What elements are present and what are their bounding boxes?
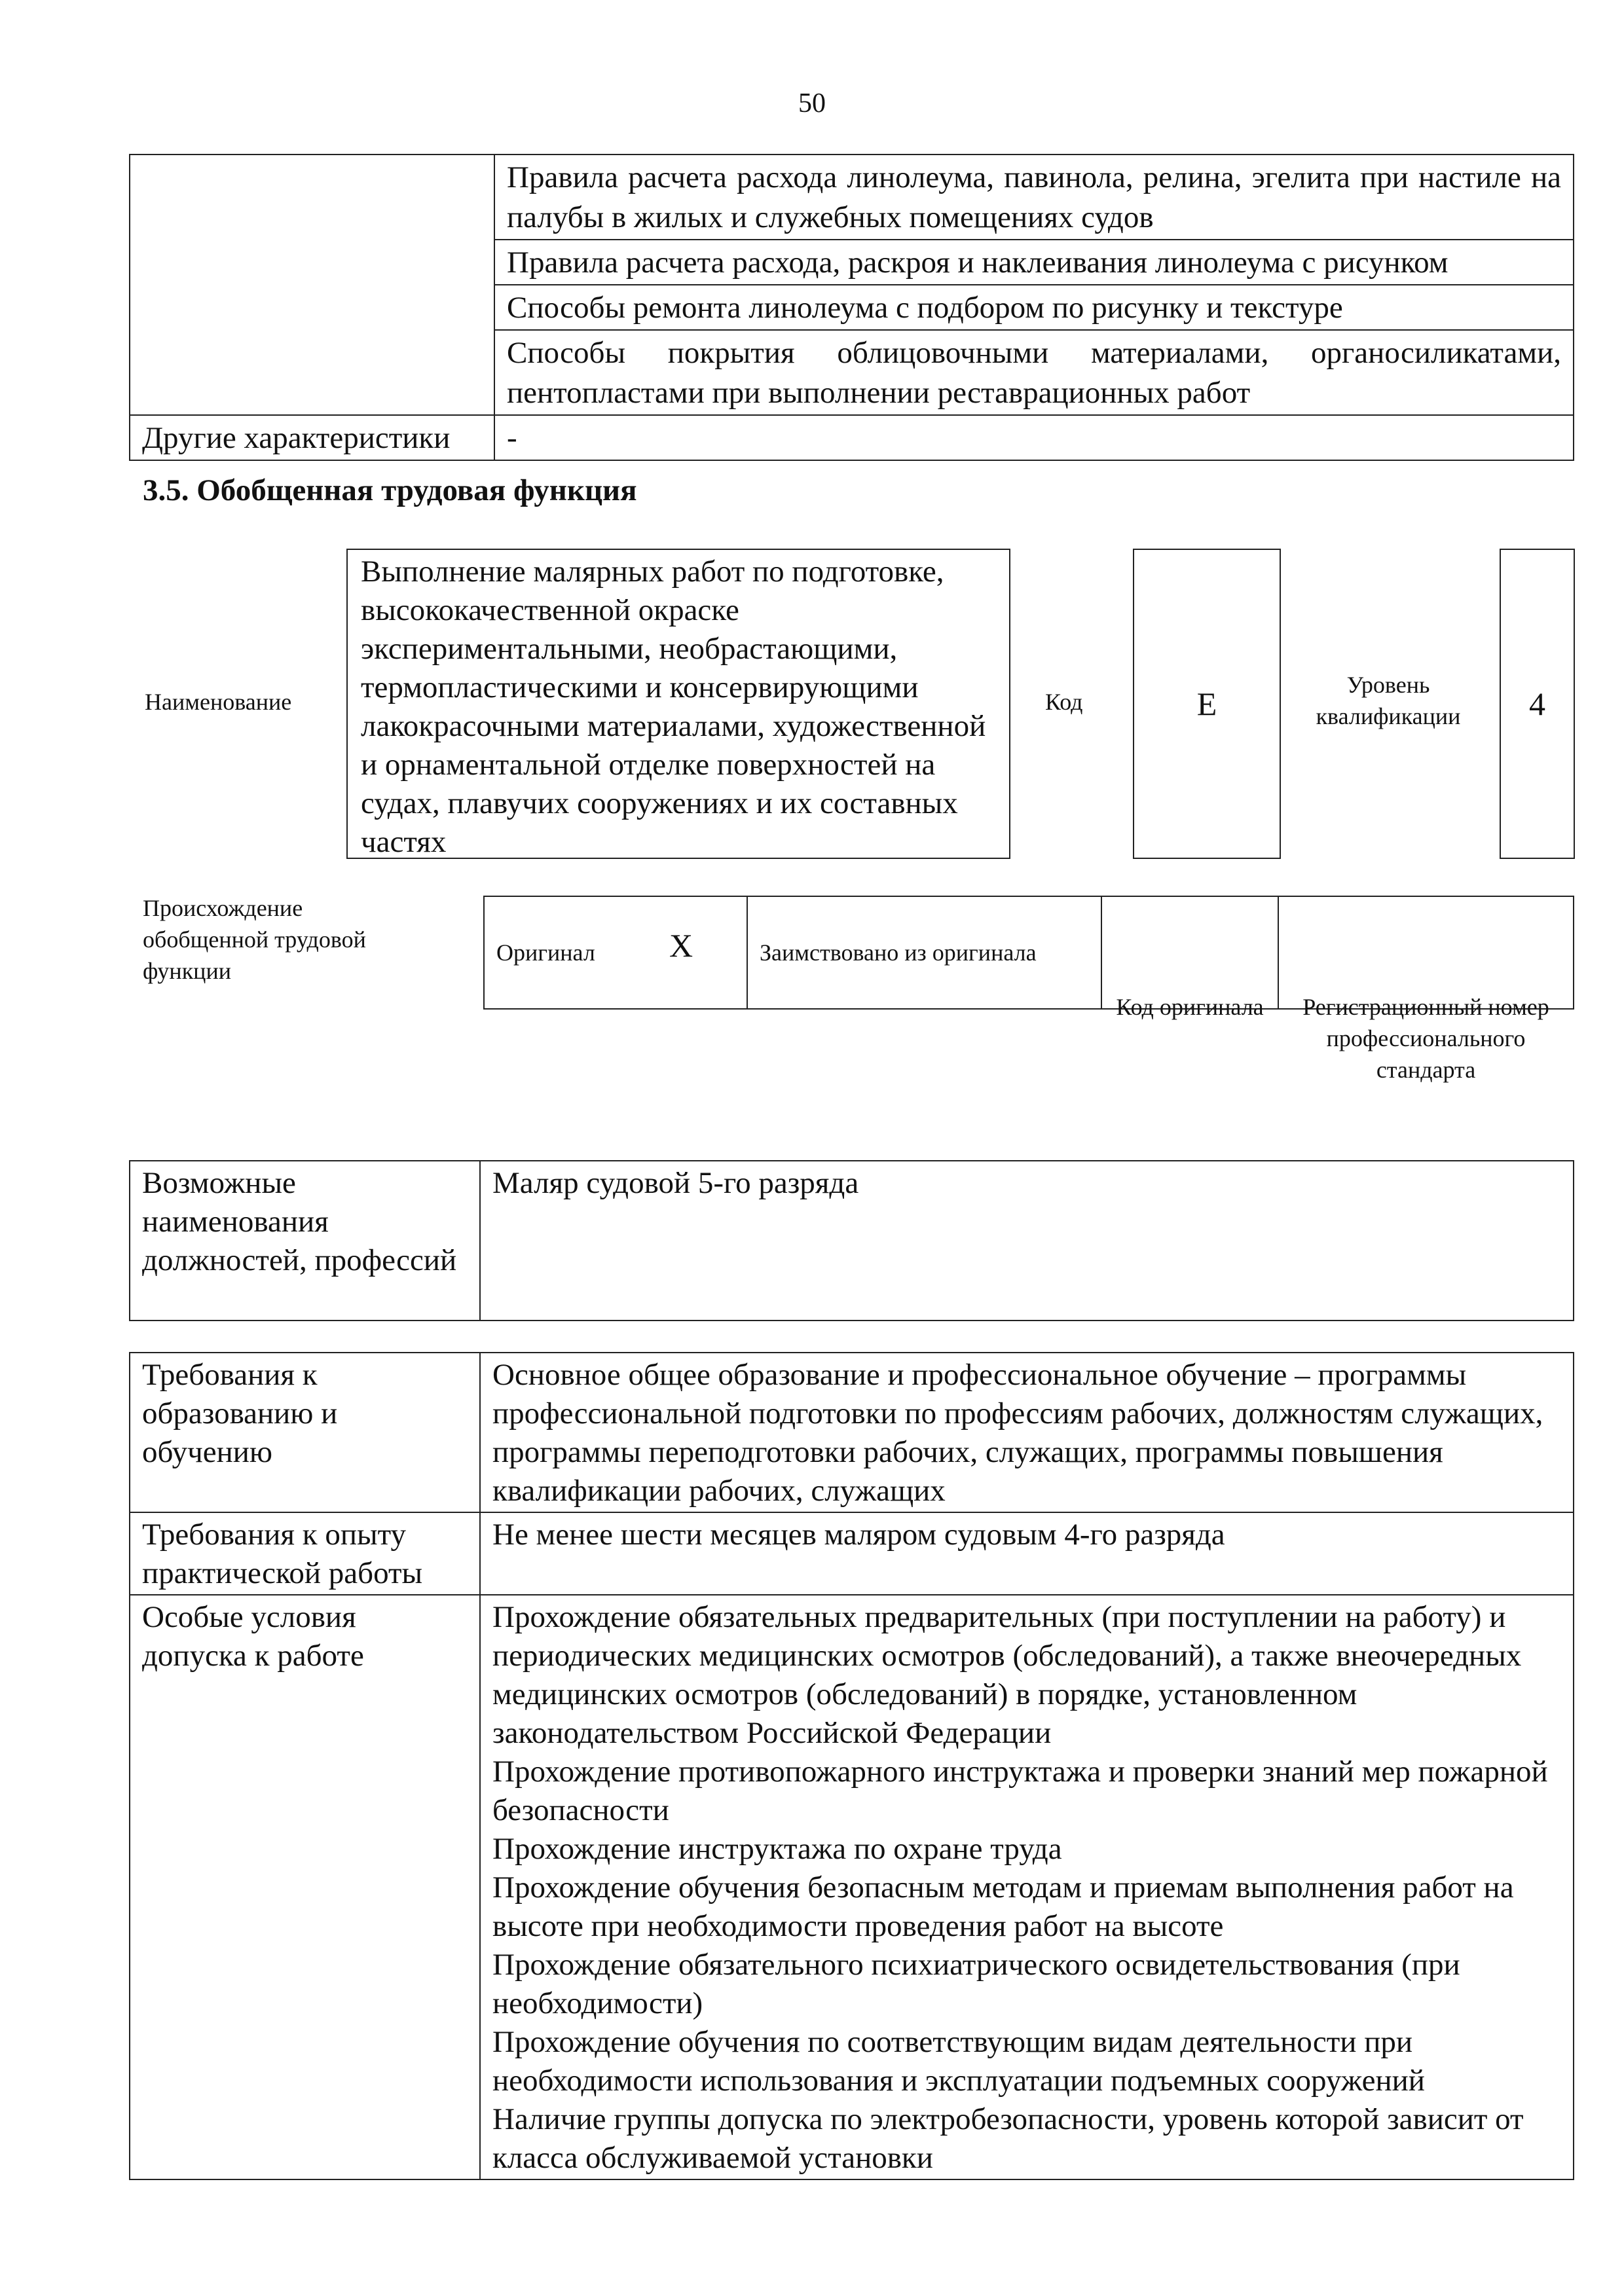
original-code-caption: Код оригинала xyxy=(1116,994,1264,1020)
positions-table xyxy=(129,1160,1574,1321)
knowledge-item: Способы покрытия облицовочными материалами, органосиликатами, пентопластами при выполнении реставрационных работ xyxy=(494,330,1574,415)
special-conditions-list xyxy=(480,1595,1574,2179)
registration-number-caption: Регистрационный номер профессионального стандарта xyxy=(1302,994,1549,1083)
knowledge-item: Способы ремонта линолеума с подбором по рисунку и текстуре xyxy=(494,285,1574,330)
table-row xyxy=(130,1161,1574,1321)
empty-label-cell xyxy=(130,155,494,415)
condition-item: Прохождение противопожарного инструктажа и проверки знаний мер пожарной безопасности xyxy=(492,1755,1548,1827)
education-value: Основное общее образование и профессиональное обучение – программы профессиональной подготовки по профессиям рабочих, должностям служащих, программы переподготовки рабочих, служащих, программы повышения квалификации рабочих, служащих xyxy=(480,1353,1574,1512)
code-label: Код xyxy=(1045,689,1083,715)
requirements-table xyxy=(129,1352,1574,2180)
section-heading: 3.5. Обобщенная трудовая функция xyxy=(143,473,637,507)
special-conditions-label: Особые условия допуска к работе xyxy=(130,1595,480,2179)
experience-label: Требования к опыту практической работы xyxy=(130,1512,480,1595)
page-number: 50 xyxy=(798,88,826,118)
origin-label: Происхождение обобщенной трудовой функции xyxy=(143,895,366,984)
qualification-level-box xyxy=(1500,549,1575,859)
other-characteristics-label: Другие характеристики xyxy=(130,415,494,460)
knowledge-item: Правила расчета расхода, раскроя и наклеивания линолеума с рисунком xyxy=(494,240,1574,285)
function-name-box: Выполнение малярных работ по подготовке, высококачественной окраске экспериментальными, необрастающими, термопластическими и консервирующими лакокрасочными материалами, художественной и орнаментальной отделке поверхностей на судах, плавучих сооружениях и их составных частях xyxy=(346,549,1010,859)
original-label: Оригинал xyxy=(496,939,595,966)
other-characteristics-value: - xyxy=(494,415,1574,460)
original-cell xyxy=(484,896,747,1009)
knowledge-item: Правила расчета расхода линолеума, павинола, релина, эгелита при настиле на палубы в жилых и служебных помещениях судов xyxy=(494,155,1574,240)
positions-value: Маляр судовой 5-го разряда xyxy=(480,1161,1574,1321)
condition-item: Прохождение обучения по соответствующим видам деятельности при необходимости использования и эксплуатации подъемных сооружений xyxy=(492,2025,1425,2098)
condition-item: Наличие группы допуска по электробезопасности, уровень которой зависит от класса обслуживаемой установки xyxy=(492,2102,1524,2175)
positions-label: Возможные наименования должностей, профессий xyxy=(130,1161,480,1321)
name-label: Наименование xyxy=(145,689,292,715)
qualification-level-label: Уровень квалификации xyxy=(1316,672,1461,729)
table-row xyxy=(130,1353,1574,1512)
condition-item: Прохождение обучения безопасным методам и приемам выполнения работ на высоте при необходимости проведения работ на высоте xyxy=(492,1870,1514,1943)
code-value-box xyxy=(1133,549,1281,859)
condition-item: Прохождение обязательного психиатрического освидетельствования (при необходимости) xyxy=(492,1948,1460,2020)
code-value: E xyxy=(1196,685,1217,722)
condition-item: Прохождение инструктажа по охране труда xyxy=(492,1832,1062,1866)
borrowed-label: Заимствовано из оригинала xyxy=(747,896,1101,1009)
table-row xyxy=(130,155,1574,240)
condition-item: Прохождение обязательных предварительных (при поступлении на работу) и периодических медицинских осмотров (обследований), а также внеочередных медицинских осмотров (обследований) в порядке, установленном законодательством Российской Федерации xyxy=(492,1600,1522,1750)
original-mark: X xyxy=(669,927,693,964)
knowledge-continuation-table xyxy=(129,154,1574,461)
qualification-level-value: 4 xyxy=(1529,685,1545,722)
experience-value: Не менее шести месяцев маляром судовым 4-го разряда xyxy=(480,1512,1574,1595)
table-row xyxy=(130,1512,1574,1595)
table-row xyxy=(130,1595,1574,2179)
education-label: Требования к образованию и обучению xyxy=(130,1353,480,1512)
table-row xyxy=(130,415,1574,460)
